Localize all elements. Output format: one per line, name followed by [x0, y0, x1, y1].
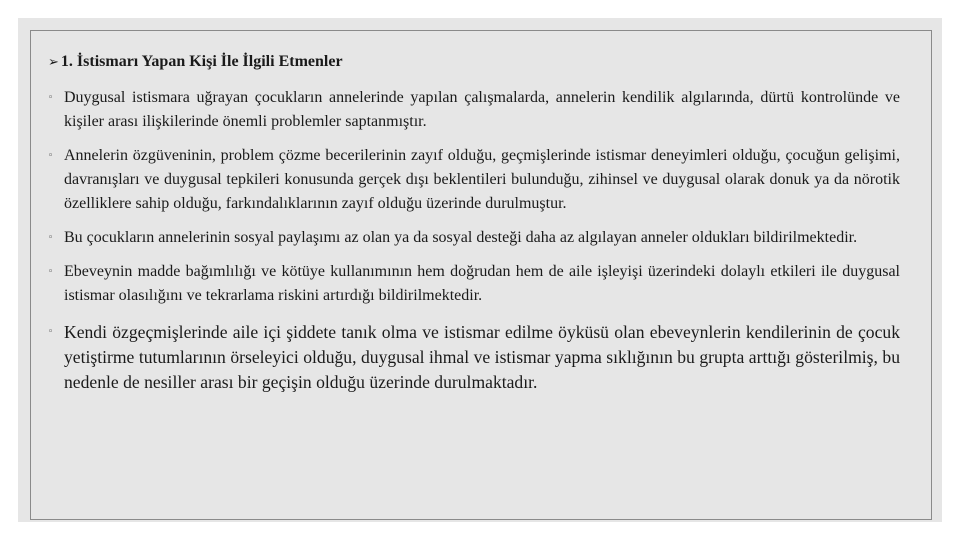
- circle-bullet-icon: ◦: [48, 327, 54, 337]
- circle-bullet-icon: ◦: [48, 93, 54, 103]
- list-item: [46, 144, 900, 216]
- list-item-text: Bu çocukların annelerinin sosyal paylaşımı az olan ya da sosyal desteği daha az algılayan anneler oldukları bildirilmektedir.: [64, 229, 858, 246]
- list-item-text: Duygusal istismara uğrayan çocukların annelerinde yapılan çalışmalarda, annelerin kendilik algılarında, dürtü kontrolünde ve kişiler arası ilişkilerinde önemli problemler saptanmıştır.: [64, 89, 900, 130]
- slide-title-text: 1. İstismarı Yapan Kişi İle İlgili Etmenler: [60, 53, 343, 70]
- arrow-bullet-icon: ➢: [48, 55, 59, 70]
- bullet-list: [46, 86, 900, 395]
- circle-bullet-icon: ◦: [48, 151, 54, 161]
- list-item: [46, 260, 900, 308]
- list-item: [46, 226, 900, 250]
- list-item-text: Ebeveynin madde bağımlılığı ve kötüye kullanımının hem doğrudan hem de aile işleyişi üzerindeki dolaylı etkileri ile duygusal istismar olasılığını ve tekrarlama riskini artırdığı bildirilmektedir.: [64, 263, 900, 304]
- list-item: [46, 320, 900, 395]
- circle-bullet-icon: ◦: [48, 267, 54, 277]
- circle-bullet-icon: ◦: [48, 233, 54, 243]
- list-item-text: Kendi özgeçmişlerinde aile içi şiddete tanık olma ve istismar edilme öyküsü olan ebeveynlerin kendilerinin de çocuk yetiştirme tutumlarının örseleyici olduğu, duygusal ihmal ve istismar yapma sıklığının bu grupta arttığı gösterilmiş, bu nedenle de nesiller arası bir geçişin olduğu üzerinde durulmaktadır.: [64, 322, 900, 392]
- slide-title: [48, 52, 343, 73]
- list-item: [46, 86, 900, 134]
- list-item-text: Annelerin özgüveninin, problem çözme becerilerinin zayıf olduğu, geçmişlerinde istismar deneyimleri olduğu, çocuğun gelişimi, davranışları ve duygusal tepkileri konusunda gerçek dışı beklentileri bulunduğu, zihinsel ve duygusal olarak donuk ya da nörotik özelliklere sahip olduğu, farkındalıklarının zayıf olduğu üzerinde durulmuştur.: [64, 147, 900, 212]
